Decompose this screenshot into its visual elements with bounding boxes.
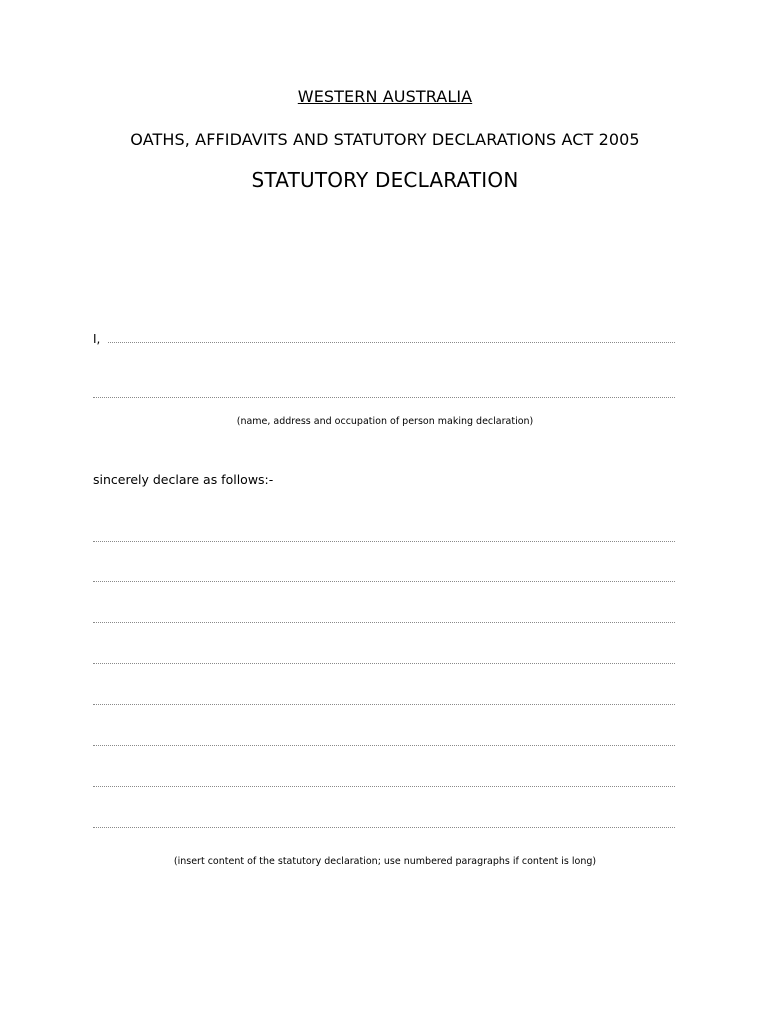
declaration-caption: (insert content of the statutory declaration; use numbered paragraphs if content is long) <box>173 856 597 867</box>
jurisdiction-heading: WESTERN AUSTRALIA <box>297 87 473 106</box>
declaration-intro: sincerely declare as follows:- <box>93 472 274 487</box>
declaration-content-line[interactable] <box>93 580 675 582</box>
declaration-content-line[interactable] <box>93 826 675 828</box>
declaration-content-line[interactable] <box>93 662 675 664</box>
act-title: OATHS, AFFIDAVITS AND STATUTORY DECLARATIONS ACT 2005 <box>130 130 640 149</box>
declaration-content-line[interactable] <box>93 785 675 787</box>
declarant-prefix: I, <box>93 332 101 346</box>
declaration-content-line[interactable] <box>93 621 675 623</box>
document-title: STATUTORY DECLARATION <box>251 168 519 192</box>
declarant-caption: (name, address and occupation of person making declaration) <box>236 416 534 427</box>
declarant-name-row <box>93 326 675 346</box>
declarant-address-field[interactable] <box>93 396 675 398</box>
declaration-content-line[interactable] <box>93 540 675 542</box>
declarant-name-field[interactable] <box>108 330 675 343</box>
declaration-content-line[interactable] <box>93 744 675 746</box>
declaration-content-line[interactable] <box>93 703 675 705</box>
